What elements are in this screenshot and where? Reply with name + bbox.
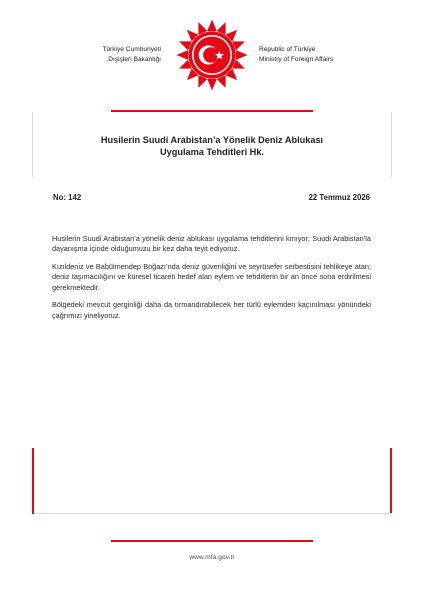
document-title-line1: Husilerin Suudi Arabistan’a Yönelik Deniz Ablukası <box>100 135 324 145</box>
ministry-name-turkish-line1: Türkiye Cumhuriyeti <box>102 46 161 53</box>
press-release-date: 22 Temmuz 2026 <box>308 193 370 202</box>
frame-left-line <box>32 112 33 177</box>
emblem-ray <box>207 19 217 31</box>
emblem-ray <box>236 50 248 60</box>
website-url: www.mfa.gov.tr <box>189 554 235 561</box>
ministry-name-english-line2: Ministry of Foreign Affairs <box>259 55 334 63</box>
paragraph-2: Kızıldeniz ve Babülmendep Boğazı’nda deniz güvenliğini ve seyrüsefer serbestisini tehlikeye atan; deniz taşımacılığını ve küresel ticareti hedef alan eylem ve tehditlerin bir an önce sona erdirilmesi gerekmektedir. <box>52 262 371 292</box>
frame-right-line <box>391 112 392 177</box>
ministry-name-english-line1: Republic of Türkiye <box>259 46 316 53</box>
press-release-number: No: 142 <box>53 193 82 202</box>
ministry-name-turkish-line2: Dışişleri Bakanlığı <box>108 55 161 63</box>
emblem-ray <box>207 79 217 91</box>
paragraph-3: Bölgedeki mevcut gerginliği daha da tırmandırabilecek her türlü eylemden kaçınılması yönündeki çağrımızı yineliyoruz. <box>52 300 371 320</box>
crescent-star-emblem-icon <box>175 18 249 92</box>
frame-right-red-line <box>390 448 392 514</box>
bottom-gray-rule <box>34 513 392 514</box>
bottom-red-rule <box>111 540 313 542</box>
document-body <box>52 234 371 328</box>
ministry-name-english <box>259 45 333 64</box>
frame-left-red-line <box>32 448 34 514</box>
emblem-ray <box>176 50 188 60</box>
paragraph-1: Husilerin Suudi Arabistan’a yönelik deniz ablukası uygulama tehditlerini kınıyor; Suudi Arabistan’la dayanışma içinde olduğumuzu bir kez daha teyit ediyoruz. <box>52 234 371 254</box>
document-title-line2: Uygulama Tehditleri Hk. <box>160 147 264 157</box>
document-title <box>40 134 384 158</box>
top-red-rule <box>111 110 313 112</box>
ministry-name-turkish <box>102 45 161 64</box>
